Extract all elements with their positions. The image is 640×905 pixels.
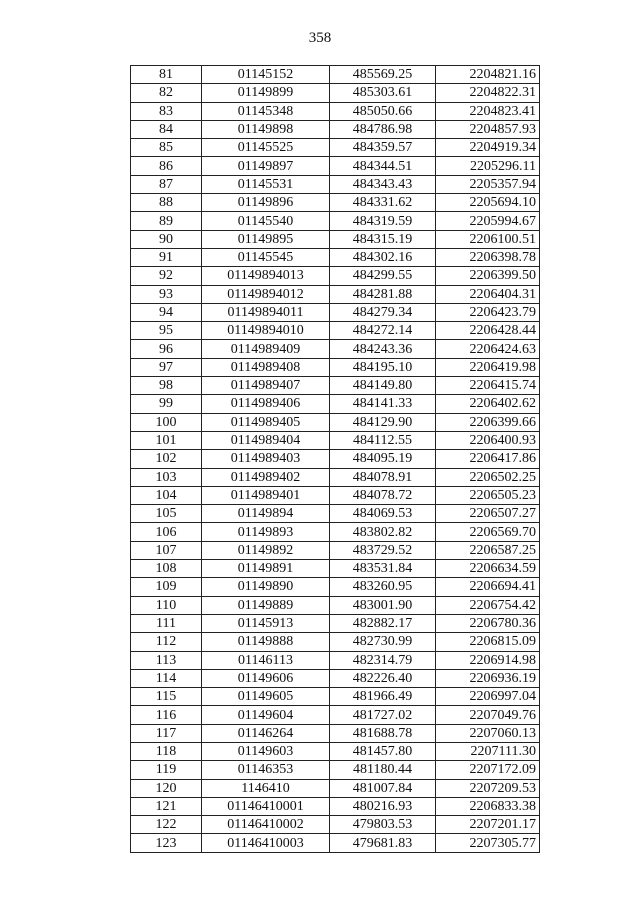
y-coordinate-cell: 2206569.70 [436,523,540,541]
y-coordinate-cell: 2206424.63 [436,340,540,358]
x-coordinate-cell: 484078.72 [330,486,436,504]
point-code-cell: 01149894013 [202,267,330,285]
point-code-cell: 01149894 [202,505,330,523]
table-row [131,267,540,285]
y-coordinate-cell: 2205694.10 [436,194,540,212]
x-coordinate-cell: 483729.52 [330,541,436,559]
y-coordinate-cell: 2207049.76 [436,706,540,724]
table-row [131,669,540,687]
point-code-cell: 01149898 [202,120,330,138]
y-coordinate-cell: 2206997.04 [436,688,540,706]
x-coordinate-cell: 484078.91 [330,468,436,486]
point-code-cell: 01149605 [202,688,330,706]
point-number-cell: 96 [131,340,202,358]
x-coordinate-cell: 483802.82 [330,523,436,541]
y-coordinate-cell: 2206398.78 [436,248,540,266]
table-row [131,779,540,797]
y-coordinate-cell: 2206428.44 [436,322,540,340]
point-code-cell: 01149899 [202,84,330,102]
x-coordinate-cell: 481457.80 [330,742,436,760]
point-number-cell: 106 [131,523,202,541]
x-coordinate-cell: 482314.79 [330,651,436,669]
point-code-cell: 01149891 [202,560,330,578]
point-code-cell: 01146113 [202,651,330,669]
point-number-cell: 123 [131,834,202,852]
point-code-cell: 0114989402 [202,468,330,486]
y-coordinate-cell: 2204919.34 [436,139,540,157]
point-number-cell: 113 [131,651,202,669]
point-code-cell: 01149896 [202,194,330,212]
point-code-cell: 01145525 [202,139,330,157]
point-code-cell: 01145531 [202,175,330,193]
y-coordinate-cell: 2206502.25 [436,468,540,486]
table-row [131,468,540,486]
table-row [131,724,540,742]
y-coordinate-cell: 2206694.41 [436,578,540,596]
table-row [131,120,540,138]
point-code-cell: 01149894011 [202,303,330,321]
point-code-cell: 0114989404 [202,431,330,449]
point-code-cell: 1146410 [202,779,330,797]
table-row [131,175,540,193]
point-number-cell: 84 [131,120,202,138]
x-coordinate-cell: 484195.10 [330,358,436,376]
x-coordinate-cell: 484281.88 [330,285,436,303]
x-coordinate-cell: 484302.16 [330,248,436,266]
point-code-cell: 0114989405 [202,413,330,431]
table-row [131,377,540,395]
table-row [131,450,540,468]
point-code-cell: 01146353 [202,761,330,779]
x-coordinate-cell: 484343.43 [330,175,436,193]
point-number-cell: 90 [131,230,202,248]
point-number-cell: 92 [131,267,202,285]
point-number-cell: 85 [131,139,202,157]
point-code-cell: 01146264 [202,724,330,742]
point-number-cell: 105 [131,505,202,523]
point-code-cell: 0114989409 [202,340,330,358]
x-coordinate-cell: 484141.33 [330,395,436,413]
y-coordinate-cell: 2207060.13 [436,724,540,742]
point-number-cell: 81 [131,66,202,84]
x-coordinate-cell: 484272.14 [330,322,436,340]
table-row [131,230,540,248]
table-row [131,742,540,760]
point-code-cell: 01146410001 [202,797,330,815]
table-row [131,688,540,706]
point-number-cell: 87 [131,175,202,193]
point-number-cell: 108 [131,560,202,578]
point-code-cell: 01149604 [202,706,330,724]
point-number-cell: 111 [131,614,202,632]
x-coordinate-cell: 484344.51 [330,157,436,175]
table-row [131,797,540,815]
point-code-cell: 01149892 [202,541,330,559]
table-row [131,102,540,120]
y-coordinate-cell: 2206402.62 [436,395,540,413]
point-number-cell: 86 [131,157,202,175]
x-coordinate-cell: 480216.93 [330,797,436,815]
y-coordinate-cell: 2206754.42 [436,596,540,614]
point-code-cell: 01149894010 [202,322,330,340]
x-coordinate-cell: 479681.83 [330,834,436,852]
x-coordinate-cell: 484112.55 [330,431,436,449]
table-body [131,66,540,853]
table-row [131,523,540,541]
y-coordinate-cell: 2206415.74 [436,377,540,395]
point-number-cell: 109 [131,578,202,596]
point-number-cell: 103 [131,468,202,486]
y-coordinate-cell: 2206833.38 [436,797,540,815]
y-coordinate-cell: 2206505.23 [436,486,540,504]
point-code-cell: 01146410003 [202,834,330,852]
y-coordinate-cell: 2206399.50 [436,267,540,285]
table-row [131,560,540,578]
table-row [131,84,540,102]
table-row [131,66,540,84]
table-row [131,486,540,504]
point-code-cell: 01149603 [202,742,330,760]
x-coordinate-cell: 484331.62 [330,194,436,212]
table-row [131,212,540,230]
y-coordinate-cell: 2206936.19 [436,669,540,687]
table-row [131,431,540,449]
x-coordinate-cell: 483531.84 [330,560,436,578]
x-coordinate-cell: 483001.90 [330,596,436,614]
point-number-cell: 83 [131,102,202,120]
point-code-cell: 01149606 [202,669,330,687]
y-coordinate-cell: 2207201.17 [436,816,540,834]
point-code-cell: 01149895 [202,230,330,248]
x-coordinate-cell: 484095.19 [330,450,436,468]
point-code-cell: 0114989403 [202,450,330,468]
y-coordinate-cell: 2204821.16 [436,66,540,84]
y-coordinate-cell: 2204823.41 [436,102,540,120]
x-coordinate-cell: 485050.66 [330,102,436,120]
point-number-cell: 115 [131,688,202,706]
coordinates-table [130,65,540,853]
y-coordinate-cell: 2205994.67 [436,212,540,230]
x-coordinate-cell: 483260.95 [330,578,436,596]
point-number-cell: 122 [131,816,202,834]
y-coordinate-cell: 2206634.59 [436,560,540,578]
x-coordinate-cell: 481180.44 [330,761,436,779]
table-row [131,761,540,779]
x-coordinate-cell: 482730.99 [330,633,436,651]
x-coordinate-cell: 481688.78 [330,724,436,742]
point-code-cell: 01145545 [202,248,330,266]
table-row [131,633,540,651]
point-number-cell: 101 [131,431,202,449]
table-row [131,578,540,596]
table-row [131,651,540,669]
point-code-cell: 01149888 [202,633,330,651]
y-coordinate-cell: 2205357.94 [436,175,540,193]
x-coordinate-cell: 482226.40 [330,669,436,687]
x-coordinate-cell: 484279.34 [330,303,436,321]
point-number-cell: 110 [131,596,202,614]
point-code-cell: 01145348 [202,102,330,120]
x-coordinate-cell: 482882.17 [330,614,436,632]
y-coordinate-cell: 2206815.09 [436,633,540,651]
point-number-cell: 117 [131,724,202,742]
point-number-cell: 93 [131,285,202,303]
y-coordinate-cell: 2206417.86 [436,450,540,468]
y-coordinate-cell: 2206587.25 [436,541,540,559]
x-coordinate-cell: 484149.80 [330,377,436,395]
y-coordinate-cell: 2206404.31 [436,285,540,303]
point-code-cell: 0114989408 [202,358,330,376]
table-row [131,816,540,834]
x-coordinate-cell: 484359.57 [330,139,436,157]
y-coordinate-cell: 2206419.98 [436,358,540,376]
x-coordinate-cell: 484315.19 [330,230,436,248]
point-number-cell: 100 [131,413,202,431]
y-coordinate-cell: 2206100.51 [436,230,540,248]
y-coordinate-cell: 2207209.53 [436,779,540,797]
y-coordinate-cell: 2204822.31 [436,84,540,102]
x-coordinate-cell: 481007.84 [330,779,436,797]
point-number-cell: 112 [131,633,202,651]
point-number-cell: 114 [131,669,202,687]
table-row [131,285,540,303]
point-number-cell: 120 [131,779,202,797]
point-number-cell: 88 [131,194,202,212]
point-code-cell: 0114989401 [202,486,330,504]
point-number-cell: 118 [131,742,202,760]
table-row [131,248,540,266]
point-code-cell: 01149894012 [202,285,330,303]
point-code-cell: 01145152 [202,66,330,84]
table-row [131,395,540,413]
x-coordinate-cell: 484786.98 [330,120,436,138]
point-code-cell: 0114989407 [202,377,330,395]
x-coordinate-cell: 484129.90 [330,413,436,431]
point-code-cell: 01149889 [202,596,330,614]
table-row [131,413,540,431]
table-row [131,596,540,614]
x-coordinate-cell: 484319.59 [330,212,436,230]
x-coordinate-cell: 479803.53 [330,816,436,834]
point-number-cell: 121 [131,797,202,815]
y-coordinate-cell: 2207111.30 [436,742,540,760]
point-number-cell: 82 [131,84,202,102]
point-code-cell: 01149893 [202,523,330,541]
y-coordinate-cell: 2207172.09 [436,761,540,779]
table-row [131,505,540,523]
y-coordinate-cell: 2205296.11 [436,157,540,175]
point-number-cell: 91 [131,248,202,266]
table-row [131,358,540,376]
table-row [131,340,540,358]
point-code-cell: 0114989406 [202,395,330,413]
point-code-cell: 01146410002 [202,816,330,834]
point-code-cell: 01145540 [202,212,330,230]
point-number-cell: 107 [131,541,202,559]
x-coordinate-cell: 484299.55 [330,267,436,285]
x-coordinate-cell: 485303.61 [330,84,436,102]
point-number-cell: 119 [131,761,202,779]
point-number-cell: 99 [131,395,202,413]
table-row [131,706,540,724]
y-coordinate-cell: 2206399.66 [436,413,540,431]
page-number: 358 [308,30,332,46]
point-number-cell: 97 [131,358,202,376]
point-code-cell: 01149897 [202,157,330,175]
x-coordinate-cell: 481966.49 [330,688,436,706]
table-row [131,322,540,340]
table-row [131,194,540,212]
point-code-cell: 01145913 [202,614,330,632]
point-number-cell: 104 [131,486,202,504]
x-coordinate-cell: 481727.02 [330,706,436,724]
x-coordinate-cell: 484069.53 [330,505,436,523]
table-row [131,834,540,852]
point-number-cell: 102 [131,450,202,468]
y-coordinate-cell: 2204857.93 [436,120,540,138]
table-row [131,541,540,559]
point-number-cell: 98 [131,377,202,395]
point-number-cell: 95 [131,322,202,340]
table-row [131,139,540,157]
y-coordinate-cell: 2206423.79 [436,303,540,321]
point-code-cell: 01149890 [202,578,330,596]
y-coordinate-cell: 2207305.77 [436,834,540,852]
y-coordinate-cell: 2206400.93 [436,431,540,449]
table-row [131,614,540,632]
table-row [131,303,540,321]
point-number-cell: 89 [131,212,202,230]
point-number-cell: 116 [131,706,202,724]
x-coordinate-cell: 485569.25 [330,66,436,84]
table-row [131,157,540,175]
y-coordinate-cell: 2206914.98 [436,651,540,669]
y-coordinate-cell: 2206507.27 [436,505,540,523]
point-number-cell: 94 [131,303,202,321]
y-coordinate-cell: 2206780.36 [436,614,540,632]
x-coordinate-cell: 484243.36 [330,340,436,358]
